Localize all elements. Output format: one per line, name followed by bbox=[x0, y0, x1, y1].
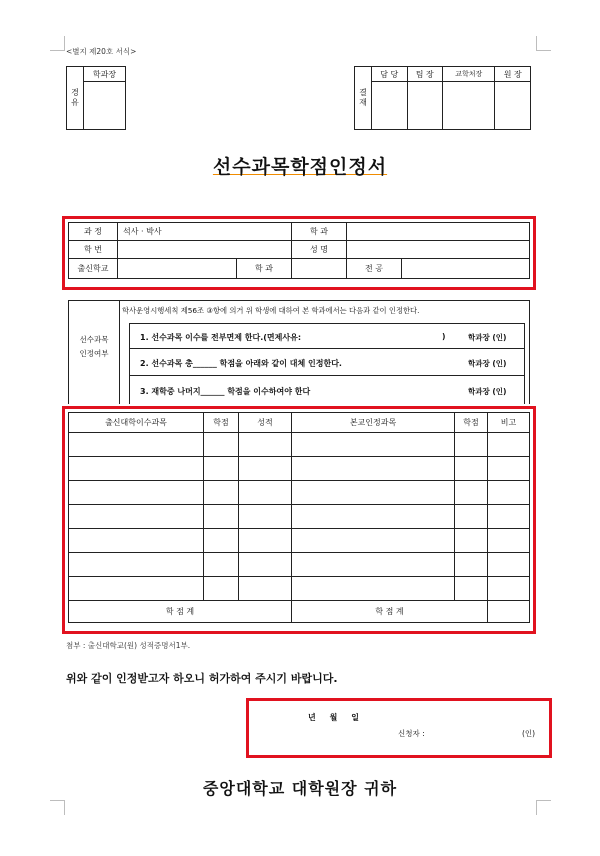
recognition-item bbox=[130, 349, 524, 376]
team-lead-header: 팀 장 bbox=[407, 67, 443, 82]
item-text: 1. 선수과목 이수를 전부면제 한다.(면제사유: bbox=[140, 333, 302, 342]
table-row bbox=[69, 529, 530, 553]
table-row bbox=[69, 433, 530, 457]
seal-label[interactable]: (인) bbox=[522, 729, 536, 738]
student-info-table bbox=[68, 222, 530, 279]
request-text: 위와 같이 인정받고자 하오니 허가하여 주시기 바랍니다. bbox=[66, 672, 338, 685]
recognition-side-cell bbox=[69, 301, 120, 404]
corner-mark-bottom-left bbox=[50, 800, 65, 815]
dean-sign-cell[interactable] bbox=[495, 82, 531, 130]
addressee: 중앙대학교 대학원장 귀하 bbox=[202, 779, 398, 798]
recognition-item bbox=[130, 376, 524, 406]
col-credits-recognized: 학점 bbox=[455, 413, 488, 433]
table-row bbox=[69, 553, 530, 577]
courses-table bbox=[68, 412, 530, 623]
col-credits-prior: 학점 bbox=[204, 413, 239, 433]
col-prior-courses: 출신대학이수과목 bbox=[69, 413, 204, 433]
item-sign[interactable]: 학과장 (인) bbox=[468, 333, 507, 342]
recognition-intro: 학사운영시행세칙 제56조 ③항에 의거 위 학생에 대하여 본 학과에서는 다음과 같이 인정한다. bbox=[122, 306, 420, 315]
recognition-section bbox=[68, 300, 530, 404]
dept-label: 학 과 bbox=[292, 223, 347, 241]
table-row bbox=[69, 481, 530, 505]
major-label: 전 공 bbox=[347, 259, 402, 279]
school-field[interactable] bbox=[118, 259, 237, 279]
total-notes-cell[interactable] bbox=[488, 601, 530, 623]
item-tail: ) bbox=[442, 332, 446, 341]
attachment-note: 첨부 : 출신대학교(원) 성적증명서1부. bbox=[66, 641, 191, 650]
dept-head-header: 학과장 bbox=[84, 67, 126, 82]
date-line[interactable]: 년 월 일 bbox=[308, 713, 360, 722]
academic-director-header: 교학처장 bbox=[443, 67, 495, 82]
dept-field[interactable] bbox=[347, 223, 530, 241]
table-row bbox=[69, 457, 530, 481]
approval-label: 결재 bbox=[358, 88, 368, 108]
name-field[interactable] bbox=[347, 241, 530, 259]
table-row bbox=[69, 505, 530, 529]
dean-header: 원 장 bbox=[495, 67, 531, 82]
name-label: 성 명 bbox=[292, 241, 347, 259]
recognition-side-label: 선수과목 인정여부 bbox=[79, 335, 109, 358]
corner-mark-top-left bbox=[50, 36, 65, 51]
school-label: 출신학교 bbox=[69, 259, 118, 279]
major-field[interactable] bbox=[402, 259, 530, 279]
course-value[interactable]: 석사 · 박사 bbox=[118, 223, 292, 241]
student-no-label: 학 번 bbox=[69, 241, 118, 259]
form-label: <별지 제20호 서식> bbox=[66, 47, 137, 56]
dept-head-sign-cell[interactable] bbox=[84, 82, 126, 130]
col-notes: 비고 bbox=[488, 413, 530, 433]
team-lead-sign-cell[interactable] bbox=[407, 82, 443, 130]
col-recognized-courses: 본교인정과목 bbox=[292, 413, 455, 433]
school-dept-label: 학 과 bbox=[237, 259, 292, 279]
staff-header: 담 당 bbox=[372, 67, 408, 82]
academic-director-sign-cell[interactable] bbox=[443, 82, 495, 130]
staff-sign-cell[interactable] bbox=[372, 82, 408, 130]
corner-mark-top-right bbox=[536, 36, 551, 51]
corner-mark-bottom-right bbox=[536, 800, 551, 815]
col-grade: 성적 bbox=[239, 413, 292, 433]
applicant-label: 신청자 : bbox=[398, 729, 425, 738]
left-approval-box bbox=[66, 66, 126, 130]
school-dept-field[interactable] bbox=[292, 259, 347, 279]
right-approval-box bbox=[354, 66, 531, 130]
total-credits-prior: 학 점 계 bbox=[69, 601, 292, 623]
item-text: 3. 재학중 나머지______ 학점을 이수하여야 한다 bbox=[140, 387, 311, 396]
item-sign[interactable]: 학과장 (인) bbox=[468, 387, 507, 396]
via-label: 경유 bbox=[70, 88, 80, 108]
document-title: 선수과목학점인정서 bbox=[212, 156, 388, 178]
item-text: 2. 선수과목 총______ 학점을 아래와 같이 대체 인정한다. bbox=[140, 359, 342, 368]
recognition-item bbox=[130, 324, 524, 349]
signature-area bbox=[248, 700, 550, 758]
item-sign[interactable]: 학과장 (인) bbox=[468, 359, 507, 368]
course-label: 과 정 bbox=[69, 223, 118, 241]
recognition-items-box bbox=[129, 323, 525, 404]
table-row bbox=[69, 577, 530, 601]
student-no-field[interactable] bbox=[118, 241, 292, 259]
total-credits-recognized: 학 점 계 bbox=[292, 601, 488, 623]
